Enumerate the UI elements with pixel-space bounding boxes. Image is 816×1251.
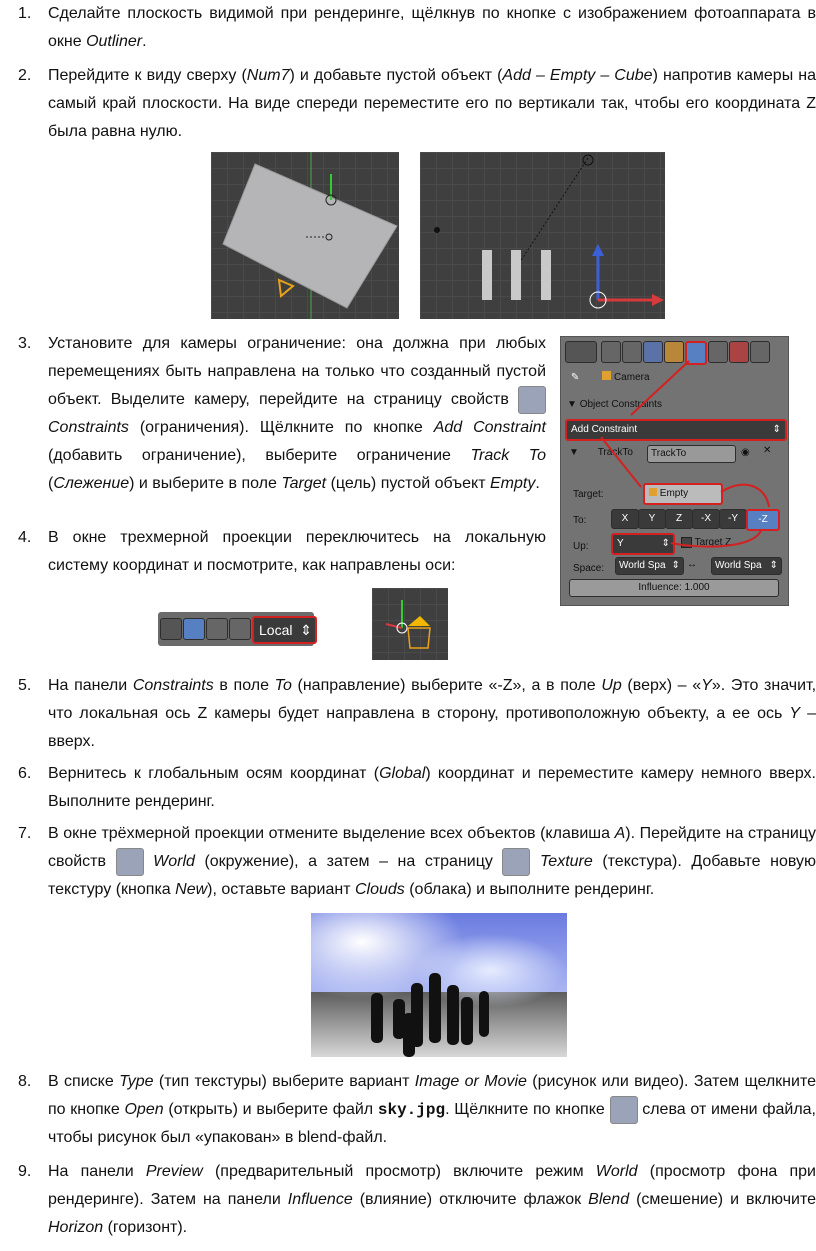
local-axes-viewport bbox=[372, 588, 448, 660]
space-target-select[interactable]: World Spa ⇕ bbox=[711, 557, 782, 575]
object-constraints-header[interactable]: ▼ Object Constraints bbox=[567, 399, 662, 410]
properties-tabs bbox=[565, 341, 783, 363]
tab-world[interactable] bbox=[643, 341, 663, 363]
translate-icon[interactable] bbox=[183, 618, 205, 640]
tab-constraints[interactable] bbox=[685, 341, 707, 365]
step-7: 7. В окне трёхмерной проекции отмените выделение всех объектов (клавиша A). Перейдите на страницу свойств World (окружение), а затем – на страницу Texture (текстура). Добавьте новую текстуру (кнопка New), оставьте вариант Clouds (облака) и выполните рендеринг. bbox=[18, 825, 816, 899]
manipulator-icon[interactable] bbox=[160, 618, 182, 640]
step-4: 4. В окне трехмерной проекции переключитесь на локальную систему координат и посмотрите, как направлены оси: bbox=[18, 529, 546, 574]
step-9: 9. На панели Preview (предварительный просмотр) включите режим World (просмотр фона при рендеринге). Затем на панели Influence (влияние) отключите флажок Blend (смешение) и включите Horizon (горизонт). bbox=[18, 1163, 816, 1236]
camera-shape bbox=[279, 280, 293, 296]
tab-texture[interactable] bbox=[729, 341, 749, 363]
add-constraint-button[interactable]: Add Constraint ⇕ bbox=[565, 419, 787, 441]
eye-icon[interactable]: ◉ bbox=[741, 447, 750, 458]
step-8: 8. В списке Type (тип текстуры) выберите вариант Image or Movie (рисунок или видео). Затем щелкните по кнопке Open (открыть) и выберите файл sky.jpg. Щёлкните по кнопке слева от имени файла, чтобы рисунок был «упакован» в blend-файл. bbox=[18, 1073, 816, 1147]
empty-object-icon bbox=[649, 488, 657, 496]
plane-shape bbox=[223, 164, 397, 308]
tab-scene[interactable] bbox=[622, 341, 642, 363]
tab-object[interactable] bbox=[664, 341, 684, 363]
step-3: 3. Установите для камеры ограничение: она должна при любых перемещениях быть направлена на только что созданный пустой объект. Выделите камеру, перейдите на страницу свойств Constraints (ограничения). Щёлкните по кнопке Add Constraint (добавить ограничение), выберите ограничение Track To (Слежение) и выберите в поле Target (цель) пустой объект Empty. bbox=[18, 335, 546, 493]
axis-y[interactable]: Y bbox=[638, 509, 666, 529]
axis-x[interactable]: X bbox=[611, 509, 639, 529]
camera-breadcrumb bbox=[571, 371, 650, 383]
close-icon[interactable]: ✕ bbox=[763, 445, 772, 456]
constraints-panel bbox=[560, 336, 789, 606]
step-2: 2. Перейдите к виду сверху (Num7) и добавьте пустой объект (Add – Empty – Cube) напротив камеры на самый край плоскости. На виде спереди переместите его по вертикали так, чтобы его координата Z была равна нулю. bbox=[18, 67, 816, 140]
top-view-scene bbox=[211, 152, 399, 319]
camera-object-icon bbox=[602, 371, 611, 380]
constraint-name-field[interactable]: TrackTo bbox=[647, 445, 736, 463]
influence-slider[interactable]: Influence: 1.000 bbox=[569, 579, 779, 597]
target-field[interactable]: Empty bbox=[643, 483, 723, 505]
rotate-icon[interactable] bbox=[206, 618, 228, 640]
step-1: 1. Сделайте плоскость видимой при рендеринге, щёлкнув по кнопке с изображением фотоаппарата в окне Outliner. bbox=[18, 5, 816, 50]
front-view-viewport bbox=[420, 152, 665, 319]
target-label: Target: bbox=[573, 489, 604, 500]
space-label: Space: bbox=[573, 563, 605, 574]
scale-icon[interactable] bbox=[229, 618, 251, 640]
swap-icon: ↔ bbox=[687, 559, 697, 570]
top-view-viewport bbox=[211, 152, 399, 319]
up-select[interactable]: Y ⇕ bbox=[611, 533, 675, 555]
texture-icon bbox=[502, 848, 530, 876]
editor-type-button[interactable] bbox=[565, 341, 597, 363]
step-6: 6. Вернитесь к глобальным осям координат (Global) координат и переместите камеру немного вверх. Выполните рендеринг. bbox=[18, 765, 816, 810]
pin-icon[interactable]: ✎ bbox=[571, 372, 580, 383]
axis-row bbox=[611, 509, 781, 529]
render-pillars bbox=[311, 913, 567, 1057]
axis-neg-y[interactable]: -Y bbox=[719, 509, 747, 529]
tab-particles[interactable] bbox=[750, 341, 770, 363]
tab-data[interactable] bbox=[708, 341, 728, 363]
pack-icon bbox=[610, 1096, 638, 1124]
target-z-checkbox[interactable]: Target Z bbox=[681, 537, 731, 548]
trackto-header[interactable]: ▼ TrackTo bbox=[569, 447, 633, 458]
to-label: To: bbox=[573, 515, 587, 526]
up-label: Up: bbox=[573, 541, 589, 552]
tab-render[interactable] bbox=[601, 341, 621, 363]
coord-toolbar bbox=[158, 612, 314, 646]
step-5: 5. На панели Constraints в поле To (направление) выберите «-Z», а в поле Up (верх) – «Y». Это значит, что локальная ось Z камеры будет направлена в сторону, противоположную объекту, а ее ось Y – вверх. bbox=[18, 677, 816, 750]
world-icon bbox=[116, 848, 144, 876]
front-view-scene bbox=[420, 152, 665, 319]
camera-label: Camera bbox=[613, 372, 650, 383]
local-axes-scene bbox=[372, 588, 448, 660]
cloud-render-image bbox=[311, 913, 567, 1057]
space-owner-select[interactable]: World Spa ⇕ bbox=[615, 557, 684, 575]
axis-z[interactable]: Z bbox=[665, 509, 693, 529]
axis-neg-z[interactable]: -Z bbox=[746, 509, 780, 531]
orientation-select[interactable]: Local ⇕ bbox=[252, 616, 317, 644]
constraints-icon bbox=[518, 386, 546, 414]
axis-neg-x[interactable]: -X bbox=[692, 509, 720, 529]
